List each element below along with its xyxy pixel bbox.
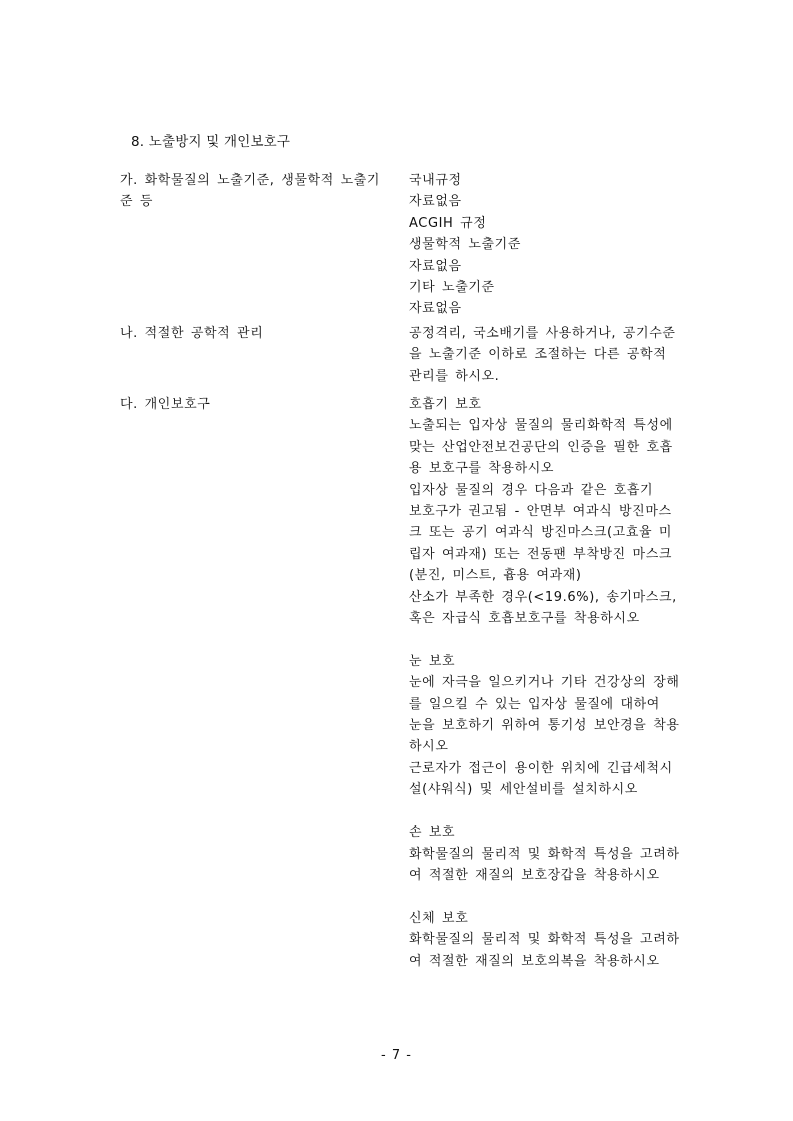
value-line: 산소가 부족한 경우(<19.6%), 송기마스크,: [409, 589, 677, 605]
value-line: 입자상 물질의 경우 다음과 같은 호흡기: [409, 482, 654, 498]
value-line: 화학물질의 물리적 및 화학적 특성을 고려하: [409, 846, 680, 862]
value-line: 를 일으킬 수 있는 입자상 물질에 대하여: [409, 696, 660, 712]
paragraph-gap: [409, 629, 693, 650]
hand-protection-heading: 손 보호: [409, 825, 456, 841]
value-line: 눈을 보호하기 위하여 통기성 보안경을 착용: [409, 718, 680, 734]
value-line: 맞는 산업안전보건공단의 인증을 필한 호흡: [409, 439, 673, 455]
value-line: 자료없음: [409, 194, 462, 210]
value-line: 화학물질의 물리적 및 화학적 특성을 고려하: [409, 932, 680, 948]
value-line: (분진, 미스트, 흄용 여과재): [409, 568, 582, 584]
label-line: 준 등: [120, 194, 154, 209]
value-line: 립자 여과재) 또는 전동팬 부착방진 마스크: [409, 546, 673, 562]
respiratory-protection-heading: 호흡기 보호: [409, 397, 482, 412]
value-line: 노출되는 입자상 물질의 물리화학적 특성에: [409, 418, 673, 434]
value-line: 근로자가 접근이 용이한 위치에 긴급세척시: [409, 760, 673, 776]
exposure-standards-label: [120, 170, 395, 212]
body-protection-block: [409, 908, 693, 972]
label-line: 가. 화학물질의 노출기준, 생물학적 노출기: [120, 173, 381, 188]
value-line: 공정격리, 국소배기를 사용하거나, 공기수준: [409, 326, 676, 341]
value-line: 하시오: [409, 739, 449, 755]
hand-protection-block: [409, 822, 693, 886]
value-line: 눈에 자극을 일으키거나 기타 건강상의 장해: [409, 675, 680, 691]
acgih-regulation-heading: ACGIH 규정: [409, 215, 487, 231]
section-title: 8. 노출방지 및 개인보호구: [131, 134, 291, 150]
value-line: 여 적절한 재질의 보호장갑을 착용하시오: [409, 867, 660, 883]
biological-exposure-heading: 생물학적 노출기준: [409, 237, 521, 253]
value-line: 여 적절한 재질의 보호의복을 착용하시오: [409, 953, 660, 969]
value-line: 설(샤워식) 및 세안설비를 설치하시오: [409, 782, 638, 798]
value-line: 자료없음: [409, 258, 462, 274]
domestic-regulation-heading: 국내규정: [409, 173, 462, 188]
label-line: 다. 개인보호구: [120, 397, 211, 412]
paragraph-gap: [409, 886, 693, 907]
value-line: 용 보호구를 착용하시오: [409, 461, 555, 477]
body-protection-heading: 신체 보호: [409, 910, 469, 926]
label-line: 나. 적절한 공학적 관리: [120, 326, 264, 341]
value-line: 관리를 하시오.: [409, 368, 500, 384]
exposure-standards-value: [409, 170, 693, 320]
ppe-value: [409, 394, 693, 972]
eye-protection-heading: 눈 보호: [409, 653, 456, 669]
engineering-controls-value: [409, 323, 693, 387]
paragraph-gap: [409, 801, 693, 822]
ppe-label: [120, 394, 395, 415]
page-number: - 7 -: [381, 1048, 412, 1063]
value-line: 혹은 자급식 호흡보호구를 착용하시오: [409, 611, 640, 627]
eye-protection-block: [409, 651, 693, 801]
engineering-controls-label: [120, 323, 395, 344]
value-line: 크 또는 공기 여과식 방진마스크(고효율 미: [409, 525, 673, 541]
value-line: 보호구가 권고됨 - 안면부 여과식 방진마스: [409, 504, 672, 520]
value-line: 을 노출기준 이하로 조절하는 다른 공학적: [409, 347, 667, 363]
other-exposure-heading: 기타 노출기준: [409, 280, 495, 296]
respiratory-protection-block: [409, 394, 693, 629]
value-line: 자료없음: [409, 301, 462, 317]
